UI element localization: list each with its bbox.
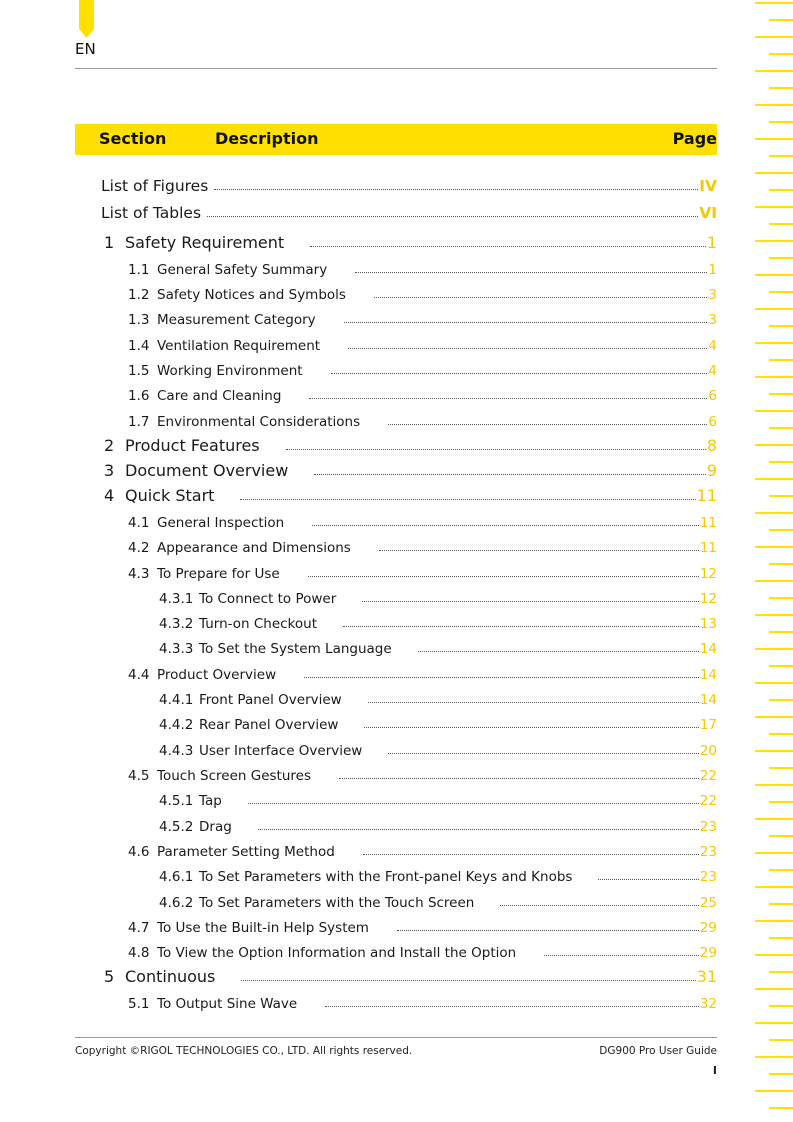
edge-tab-line bbox=[769, 869, 793, 871]
toc-dot-leader bbox=[214, 189, 698, 190]
edge-tab-line bbox=[755, 818, 793, 820]
toc-entry-number: 4.3.2 bbox=[159, 616, 194, 632]
toc-entry-page: 14 bbox=[699, 641, 717, 657]
edge-tab-line bbox=[769, 1039, 793, 1041]
toc-entry-title: Quick Start bbox=[125, 486, 215, 505]
toc-dot-leader bbox=[348, 348, 707, 349]
toc-entry-number: 4.6 bbox=[128, 844, 150, 860]
toc-dot-leader bbox=[362, 601, 699, 602]
toc-entry-page: 25 bbox=[699, 895, 717, 911]
edge-tab-line bbox=[769, 1073, 793, 1075]
toc-entry-page: 32 bbox=[699, 996, 717, 1012]
toc-entry-number: 1 bbox=[104, 233, 115, 252]
toc-entry-number: 2 bbox=[104, 436, 115, 455]
page-number: I bbox=[712, 1064, 717, 1077]
toc-entry-number: 1.1 bbox=[128, 262, 150, 278]
edge-tab-line bbox=[769, 121, 793, 123]
edge-tab-line bbox=[769, 495, 793, 497]
edge-tab-line bbox=[769, 87, 793, 89]
toc-entry-page: 1 bbox=[706, 233, 717, 252]
toc-dot-leader bbox=[343, 626, 699, 627]
edge-tab-line bbox=[755, 920, 793, 922]
toc-entry[interactable] bbox=[104, 230, 717, 252]
toc-entry-number: 4.5.2 bbox=[159, 819, 194, 835]
toc-entry-number: 3 bbox=[104, 461, 115, 480]
toc-entry-title: Front Panel Overview bbox=[199, 692, 342, 708]
toc-entry-number: 4.4.2 bbox=[159, 717, 194, 733]
toc-entry[interactable] bbox=[128, 762, 717, 784]
edge-tab-line bbox=[755, 614, 793, 616]
toc-dot-leader bbox=[363, 854, 699, 855]
toc-entry-title: Product Features bbox=[125, 436, 260, 455]
toc-entry-title: To Connect to Power bbox=[199, 591, 337, 607]
toc-entry-number: 4.6.1 bbox=[159, 869, 194, 885]
toc-entry-page: 23 bbox=[699, 844, 717, 860]
copyright-text: Copyright ©RIGOL TECHNOLOGIES CO., LTD. All rights reserved. bbox=[75, 1045, 413, 1057]
edge-tab-line bbox=[769, 461, 793, 463]
toc-entry-title: To Set Parameters with the Touch Screen bbox=[199, 895, 475, 911]
edge-tab-line bbox=[769, 1107, 793, 1109]
toc-entry-page: 3 bbox=[708, 287, 717, 303]
edge-tab-line bbox=[755, 478, 793, 480]
toc-entry-title: Turn-on Checkout bbox=[199, 616, 318, 632]
toc-entry-title: To Output Sine Wave bbox=[157, 996, 298, 1012]
edge-tab-line bbox=[769, 325, 793, 327]
toc-entry-title: To Prepare for Use bbox=[157, 566, 280, 582]
edge-tab-line bbox=[755, 138, 793, 140]
toc-dot-leader bbox=[355, 272, 707, 273]
toc-dot-leader bbox=[500, 905, 698, 906]
toc-entry-number: 4.8 bbox=[128, 945, 150, 961]
toc-entry-page: 31 bbox=[696, 967, 717, 986]
toc-entry-page: 11 bbox=[699, 540, 717, 556]
edge-tab-line bbox=[755, 648, 793, 650]
edge-tab-line bbox=[755, 750, 793, 752]
toc-entry-title: Appearance and Dimensions bbox=[157, 540, 351, 556]
toc-entry[interactable] bbox=[104, 433, 717, 455]
toc-entry-number: 4.1 bbox=[128, 515, 150, 531]
toc-entry[interactable] bbox=[159, 787, 717, 809]
edge-tab-line bbox=[769, 665, 793, 667]
edge-tab-line bbox=[769, 733, 793, 735]
toc-entry-title: Touch Screen Gestures bbox=[157, 768, 311, 784]
toc-entry[interactable] bbox=[128, 990, 717, 1012]
edge-tab-line bbox=[769, 631, 793, 633]
edge-tab-line bbox=[769, 393, 793, 395]
toc-entry-number: 1.7 bbox=[128, 414, 150, 430]
toc-entry[interactable] bbox=[104, 458, 717, 480]
toc-entry[interactable] bbox=[101, 173, 717, 195]
toc-entry-number: 4.3.1 bbox=[159, 591, 194, 607]
toc-entry[interactable] bbox=[128, 534, 717, 556]
page-column-header: Page bbox=[672, 129, 717, 148]
edge-tab-line bbox=[755, 988, 793, 990]
edge-tab-line bbox=[769, 359, 793, 361]
toc-entry-number: 1.2 bbox=[128, 287, 150, 303]
edge-tab-line bbox=[755, 444, 793, 446]
toc-entry-page: 6 bbox=[708, 414, 717, 430]
toc-entry-title: User Interface Overview bbox=[199, 743, 363, 759]
edge-tab-line bbox=[769, 767, 793, 769]
edge-tab-line bbox=[769, 53, 793, 55]
toc-entry-title: Working Environment bbox=[157, 363, 303, 379]
toc-entry-number: 4.4.3 bbox=[159, 743, 194, 759]
edge-tab-line bbox=[769, 971, 793, 973]
edge-tab-line bbox=[755, 240, 793, 242]
edge-tab-line bbox=[755, 308, 793, 310]
toc-entry-page: IV bbox=[699, 177, 717, 195]
edge-tab-line bbox=[755, 274, 793, 276]
edge-tab-line bbox=[755, 682, 793, 684]
toc-entry-title: Measurement Category bbox=[157, 312, 316, 328]
edge-tab-line bbox=[769, 529, 793, 531]
toc-entry-title: Safety Requirement bbox=[125, 233, 285, 252]
toc-entry-number: 4.3.3 bbox=[159, 641, 194, 657]
toc-entry-title: To Set Parameters with the Front-panel Keys and Knobs bbox=[199, 869, 573, 885]
toc-entry-title: Tap bbox=[199, 793, 222, 809]
toc-entry-title: Safety Notices and Symbols bbox=[157, 287, 346, 303]
toc-entry[interactable] bbox=[159, 585, 717, 607]
toc-dot-leader bbox=[368, 702, 699, 703]
toc-dot-leader bbox=[286, 449, 706, 450]
toc-entry-number: 4 bbox=[104, 486, 115, 505]
toc-entry-number: 1.5 bbox=[128, 363, 150, 379]
edge-tab-line bbox=[755, 410, 793, 412]
toc-header-bar bbox=[75, 124, 717, 155]
toc-entry-number: 4.6.2 bbox=[159, 895, 194, 911]
toc-entry-page: 13 bbox=[699, 616, 717, 632]
edge-tab-line bbox=[769, 257, 793, 259]
toc-dot-leader bbox=[308, 576, 699, 577]
toc-dot-leader bbox=[312, 525, 699, 526]
toc-entry-page: 23 bbox=[699, 819, 717, 835]
toc-dot-leader bbox=[314, 474, 706, 475]
edge-tab-line bbox=[755, 206, 793, 208]
toc-entry-title: To Set the System Language bbox=[199, 641, 392, 657]
toc-entry-page: 23 bbox=[699, 869, 717, 885]
chapter-tab-marker bbox=[79, 0, 94, 38]
edge-tab-line bbox=[769, 699, 793, 701]
toc-entry-number: 5 bbox=[104, 967, 115, 986]
toc-entry-number: 4.2 bbox=[128, 540, 150, 556]
toc-entry[interactable] bbox=[128, 661, 717, 683]
edge-tab-line bbox=[755, 342, 793, 344]
toc-entry-title: To View the Option Information and Install the Option bbox=[157, 945, 517, 961]
toc-entry-number: 1.4 bbox=[128, 338, 150, 354]
toc-entry-title: Ventilation Requirement bbox=[157, 338, 321, 354]
toc-entry-page: VI bbox=[699, 204, 717, 222]
toc-entry-page: 1 bbox=[708, 262, 717, 278]
toc-entry-page: 22 bbox=[699, 793, 717, 809]
toc-entry[interactable] bbox=[128, 357, 717, 379]
edge-tab-line bbox=[755, 1022, 793, 1024]
toc-dot-leader bbox=[598, 879, 698, 880]
edge-tab-line bbox=[755, 716, 793, 718]
toc-dot-leader bbox=[397, 930, 699, 931]
toc-entry[interactable] bbox=[128, 560, 717, 582]
toc-dot-leader bbox=[364, 727, 698, 728]
edge-tab-line bbox=[755, 104, 793, 106]
toc-dot-leader bbox=[388, 753, 698, 754]
header-rule bbox=[75, 68, 717, 69]
toc-entry[interactable] bbox=[128, 382, 717, 404]
toc-entry[interactable] bbox=[101, 200, 717, 222]
edge-tab-line bbox=[755, 36, 793, 38]
description-column-header: Description bbox=[215, 129, 319, 148]
toc-entry-page: 6 bbox=[708, 388, 717, 404]
toc-entry[interactable] bbox=[128, 256, 717, 278]
toc-entry[interactable] bbox=[128, 281, 717, 303]
edge-tab-line bbox=[755, 376, 793, 378]
toc-dot-leader bbox=[325, 1006, 699, 1007]
toc-entry-title: List of Figures bbox=[101, 177, 209, 195]
toc-entry-title: Product Overview bbox=[157, 667, 277, 683]
edge-tab-line bbox=[769, 903, 793, 905]
toc-entry[interactable] bbox=[128, 332, 717, 354]
edge-tab-line bbox=[769, 937, 793, 939]
toc-entry[interactable] bbox=[128, 838, 717, 860]
toc-dot-leader bbox=[418, 651, 699, 652]
toc-entry-title: General Safety Summary bbox=[157, 262, 328, 278]
toc-entry-number: 4.7 bbox=[128, 920, 150, 936]
toc-entry[interactable] bbox=[128, 939, 717, 961]
toc-entry[interactable] bbox=[104, 964, 717, 986]
toc-entry-number: 1.3 bbox=[128, 312, 150, 328]
edge-tab-line bbox=[769, 19, 793, 21]
toc-dot-leader bbox=[241, 980, 695, 981]
edge-tab-line bbox=[769, 1005, 793, 1007]
edge-tab-line bbox=[755, 1056, 793, 1058]
toc-entry-page: 29 bbox=[699, 945, 717, 961]
edge-tab-line bbox=[769, 223, 793, 225]
toc-dot-leader bbox=[207, 216, 698, 217]
edge-tab-line bbox=[769, 189, 793, 191]
toc-entry[interactable] bbox=[159, 863, 717, 885]
edge-tab-line bbox=[755, 1090, 793, 1092]
toc-dot-leader bbox=[304, 677, 699, 678]
toc-entry-page: 3 bbox=[708, 312, 717, 328]
language-label: EN bbox=[75, 40, 96, 58]
toc-entry[interactable] bbox=[128, 306, 717, 328]
toc-entry-page: 9 bbox=[706, 461, 717, 480]
edge-tab-line bbox=[769, 155, 793, 157]
toc-dot-leader bbox=[339, 778, 699, 779]
edge-tab-line bbox=[755, 70, 793, 72]
toc-entry-page: 4 bbox=[708, 338, 717, 354]
footer-rule bbox=[75, 1037, 717, 1038]
toc-entry[interactable] bbox=[159, 737, 717, 759]
section-column-header: Section bbox=[99, 129, 167, 148]
toc-entry-title: Environmental Considerations bbox=[157, 414, 361, 430]
toc-entry-page: 29 bbox=[699, 920, 717, 936]
toc-dot-leader bbox=[388, 424, 707, 425]
toc-entry-page: 14 bbox=[699, 667, 717, 683]
edge-tab-line bbox=[755, 954, 793, 956]
guide-title: DG900 Pro User Guide bbox=[599, 1045, 717, 1057]
toc-entry-number: 4.4 bbox=[128, 667, 150, 683]
toc-entry[interactable] bbox=[128, 914, 717, 936]
toc-entry-page: 22 bbox=[699, 768, 717, 784]
toc-entry-number: 4.4.1 bbox=[159, 692, 194, 708]
edge-tab-line bbox=[755, 886, 793, 888]
edge-tab-line bbox=[755, 172, 793, 174]
toc-dot-leader bbox=[240, 499, 695, 500]
toc-entry-title: Continuous bbox=[125, 967, 216, 986]
toc-entry-page: 14 bbox=[699, 692, 717, 708]
toc-entry-title: General Inspection bbox=[157, 515, 285, 531]
toc-entry[interactable] bbox=[159, 711, 717, 733]
toc-dot-leader bbox=[331, 373, 708, 374]
toc-entry-title: List of Tables bbox=[101, 204, 202, 222]
toc-entry-title: Rear Panel Overview bbox=[199, 717, 339, 733]
toc-entry-page: 4 bbox=[708, 363, 717, 379]
toc-entry-number: 1.6 bbox=[128, 388, 150, 404]
edge-tab-line bbox=[769, 291, 793, 293]
edge-tab-line bbox=[769, 563, 793, 565]
toc-entry[interactable] bbox=[128, 509, 717, 531]
toc-entry-page: 20 bbox=[699, 743, 717, 759]
toc-dot-leader bbox=[309, 398, 707, 399]
toc-entry-title: Parameter Setting Method bbox=[157, 844, 335, 860]
edge-tab-line bbox=[755, 546, 793, 548]
toc-entry-page: 8 bbox=[706, 436, 717, 455]
toc-dot-leader bbox=[544, 955, 699, 956]
toc-entry-page: 11 bbox=[696, 486, 717, 505]
toc-entry[interactable] bbox=[159, 686, 717, 708]
edge-tab-line bbox=[769, 801, 793, 803]
toc-entry-page: 12 bbox=[699, 591, 717, 607]
toc-entry-page: 17 bbox=[699, 717, 717, 733]
toc-dot-leader bbox=[374, 297, 707, 298]
toc-entry[interactable] bbox=[159, 610, 717, 632]
toc-entry-title: Care and Cleaning bbox=[157, 388, 282, 404]
edge-tab-line bbox=[769, 427, 793, 429]
toc-entry-number: 4.5.1 bbox=[159, 793, 194, 809]
toc-entry-number: 5.1 bbox=[128, 996, 150, 1012]
toc-entry[interactable] bbox=[128, 408, 717, 430]
edge-tab-line bbox=[755, 852, 793, 854]
edge-tab-line bbox=[755, 784, 793, 786]
toc-entry[interactable] bbox=[104, 483, 717, 505]
edge-tab-line bbox=[755, 512, 793, 514]
toc-dot-leader bbox=[258, 829, 699, 830]
toc-entry[interactable] bbox=[159, 635, 717, 657]
toc-entry-page: 12 bbox=[699, 566, 717, 582]
edge-tab-line bbox=[769, 835, 793, 837]
page-edge-tabs bbox=[747, 0, 793, 1122]
toc-entry[interactable] bbox=[159, 889, 717, 911]
toc-entry-title: To Use the Built-in Help System bbox=[157, 920, 369, 936]
edge-tab-line bbox=[755, 580, 793, 582]
toc-entry-title: Document Overview bbox=[125, 461, 289, 480]
toc-dot-leader bbox=[248, 803, 699, 804]
edge-tab-line bbox=[755, 2, 793, 4]
edge-tab-line bbox=[769, 597, 793, 599]
toc-entry-page: 11 bbox=[699, 515, 717, 531]
toc-entry-number: 4.3 bbox=[128, 566, 150, 582]
toc-dot-leader bbox=[344, 322, 708, 323]
toc-dot-leader bbox=[310, 246, 706, 247]
toc-dot-leader bbox=[379, 550, 699, 551]
toc-entry-number: 4.5 bbox=[128, 768, 150, 784]
toc-entry[interactable] bbox=[159, 813, 717, 835]
toc-entry-title: Drag bbox=[199, 819, 232, 835]
